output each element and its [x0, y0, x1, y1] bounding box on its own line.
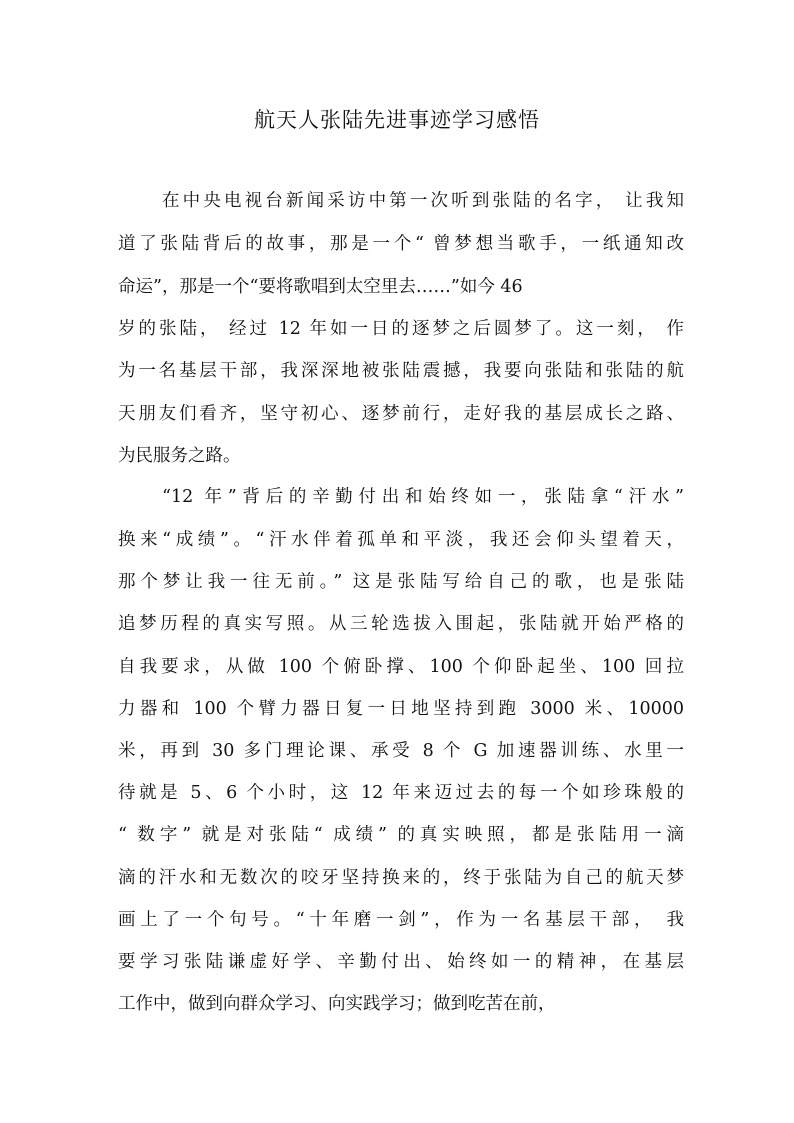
text-line: 滴的汗水和无数次的咬牙坚持换来的，终于张陆为自己的航天梦 — [118, 868, 684, 888]
text-line: 工作中，做到向群众学习、向实践学习；做到吃苦在前， — [118, 994, 556, 1014]
text-line: “12 年”背后的辛勤付出和始终如一，张陆拿“汗水” — [162, 487, 684, 507]
text-line: 那个梦让我一往无前。” 这是张陆写给自己的歌，也是张陆 — [118, 572, 684, 592]
text-line: 岁的张陆， 经过 12 年如一日的逐梦之后圆梦了。这一刻， 作 — [118, 319, 684, 339]
text-line: 道了张陆背后的故事，那是一个“ 曾梦想当歌手，一纸通知改 — [118, 234, 684, 254]
text-line: “ 数字” 就是对张陆“ 成绩” 的真实映照，都是张陆用一滴 — [118, 825, 684, 845]
text-line: 米，再到 30 多门理论课、承受 8 个 G 加速器训练、水里一 — [118, 741, 684, 761]
text-line: 画上了一个句号。“十年磨一剑”，作为一名基层干部， 我 — [118, 910, 684, 930]
text-line: 在中央电视台新闻采访中第一次听到张陆的名字， 让我知 — [162, 191, 684, 211]
text-line: 待就是 5、6 个小时，这 12 年来迈过去的每一个如珍珠般的 — [118, 783, 684, 803]
text-line: 换来“成绩”。“汗水伴着孤单和平淡，我还会仰头望着天， — [118, 530, 684, 550]
text-line: 要学习张陆谦虚好学、辛勤付出、始终如一的精神，在基层 — [118, 952, 684, 972]
text-line: 命运”，那是一个“要将歌唱到太空里去……”如今 46 — [118, 277, 523, 297]
text-line: 为一名基层干部，我深深地被张陆震撼，我要向张陆和张陆的航 — [118, 361, 684, 381]
text-line: 力器和 100 个臂力器日复一日地坚持到跑 3000 米、10000 — [118, 699, 684, 719]
text-line: 追梦历程的真实写照。从三轮选拔入围起，张陆就开始严格的 — [118, 614, 684, 634]
document-title: 航天人张陆先进事迹学习感悟 — [254, 108, 540, 132]
text-line: 为民服务之路。 — [118, 446, 241, 466]
text-line: 天朋友们看齐，坚守初心、逐梦前行，走好我的基层成长之路、 — [118, 404, 684, 424]
text-line: 自我要求，从做 100 个俯卧撑、100 个仰卧起坐、100 回拉 — [118, 657, 684, 677]
